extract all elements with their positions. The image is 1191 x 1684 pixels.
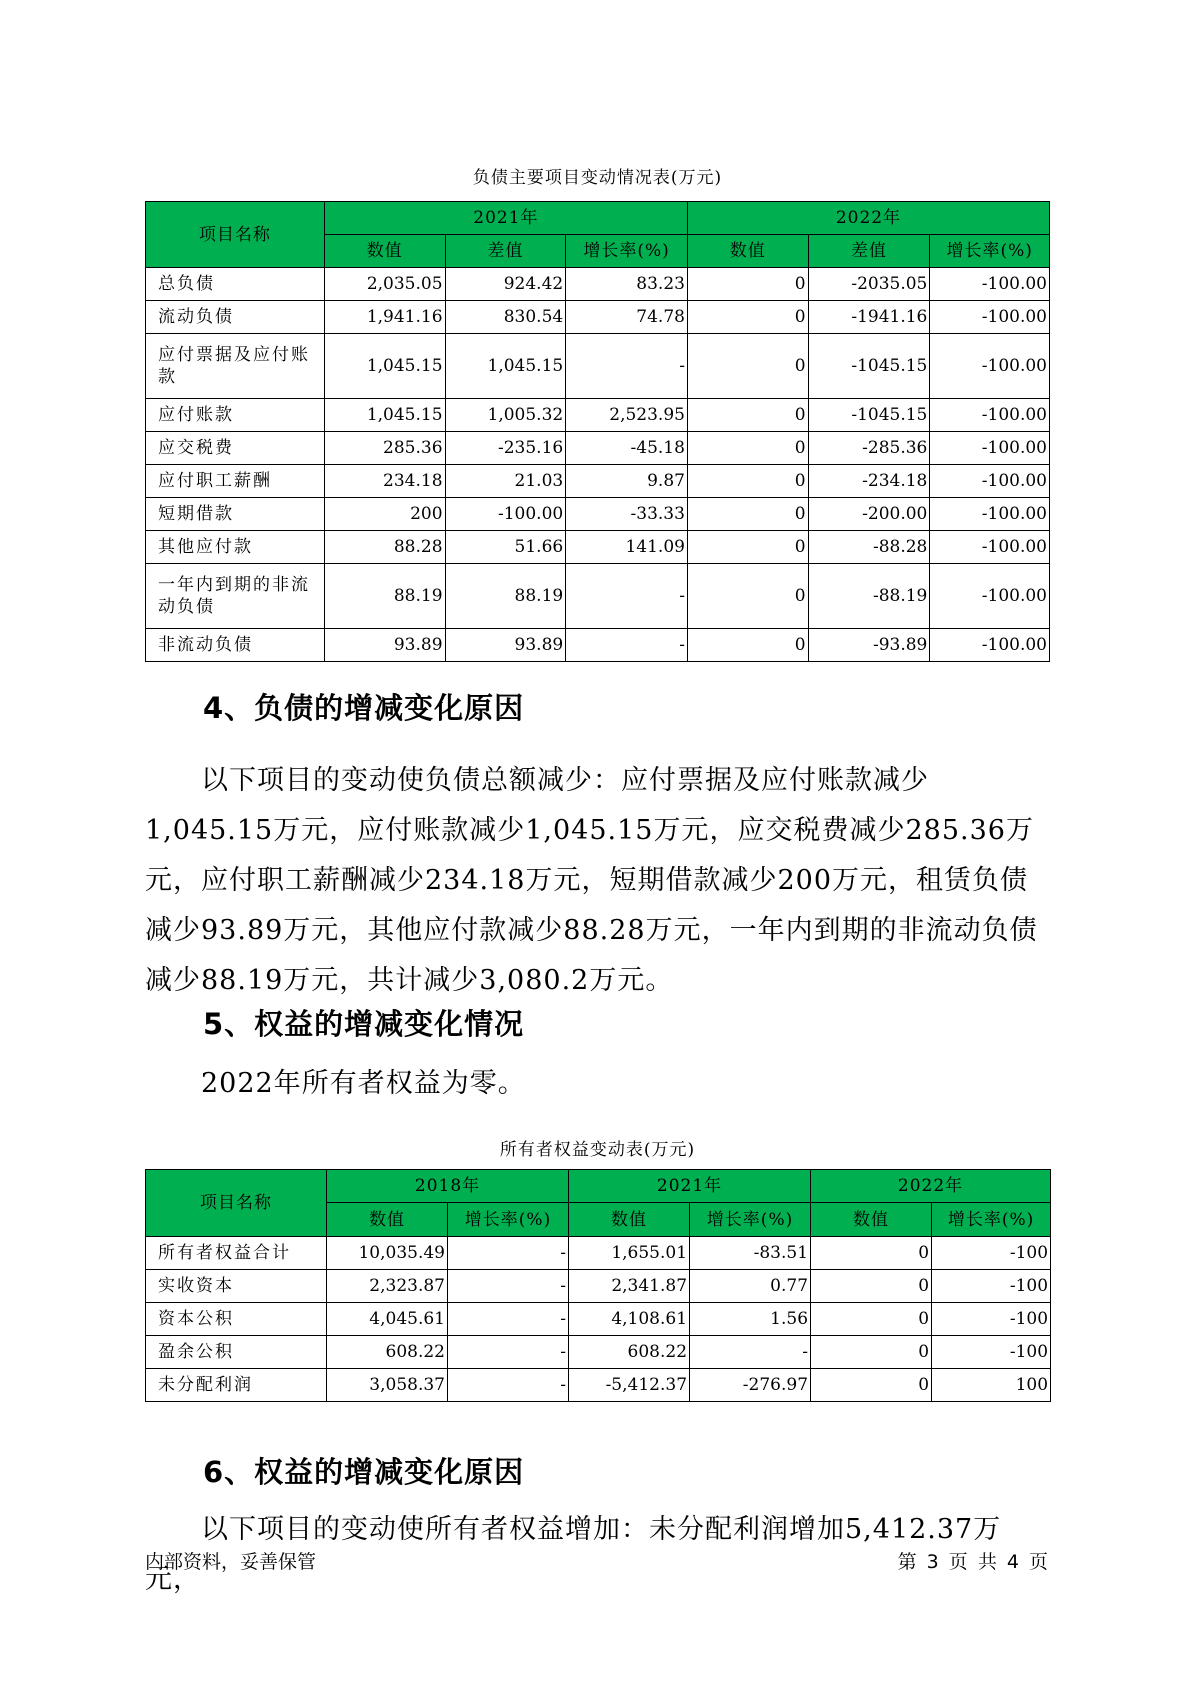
table-cell: -100.00 <box>930 301 1050 334</box>
table-row <box>146 432 1050 465</box>
table-cell: 0.77 <box>690 1270 811 1303</box>
table-cell: -88.28 <box>808 531 930 564</box>
section-heading: 4、负债的增减变化原因 <box>203 691 525 725</box>
table-cell: 1,005.32 <box>445 399 566 432</box>
table-cell: -100.00 <box>445 498 566 531</box>
table-cell: 0 <box>687 399 808 432</box>
table-cell: 2,341.87 <box>569 1270 690 1303</box>
table-cell: -33.33 <box>566 498 688 531</box>
table-row <box>146 629 1050 662</box>
column-header: 数值 <box>811 1203 932 1237</box>
year-group-header: 2021年 <box>324 202 687 235</box>
table-cell: - <box>448 1270 569 1303</box>
table-cell: 1,045.15 <box>324 334 445 399</box>
table-cell: -285.36 <box>808 432 930 465</box>
column-header: 增长率(%) <box>566 235 688 268</box>
table-row <box>146 531 1050 564</box>
table-cell: 200 <box>324 498 445 531</box>
table-row <box>146 399 1050 432</box>
table-cell: -2035.05 <box>808 268 930 301</box>
table-row <box>146 1237 1051 1270</box>
table-cell: -100.00 <box>930 268 1050 301</box>
table-cell: 234.18 <box>324 465 445 498</box>
table-cell: - <box>448 1369 569 1402</box>
section-heading: 6、权益的增减变化原因 <box>203 1455 525 1489</box>
row-label: 实收资本 <box>146 1270 327 1303</box>
table-cell: 0 <box>687 629 808 662</box>
table-cell: -235.16 <box>445 432 566 465</box>
row-label: 盈余公积 <box>146 1336 327 1369</box>
table-cell: 0 <box>811 1270 932 1303</box>
column-header: 增长率(%) <box>448 1203 569 1237</box>
table-cell: 924.42 <box>445 268 566 301</box>
row-label: 流动负债 <box>146 301 325 334</box>
table-cell: 1.56 <box>690 1303 811 1336</box>
table-cell: 2,323.87 <box>327 1270 448 1303</box>
liability-table-title: 负债主要项目变动情况表(万元) <box>472 168 723 188</box>
table-cell: 608.22 <box>569 1336 690 1369</box>
row-label: 总负债 <box>146 268 325 301</box>
table-cell: 10,035.49 <box>327 1237 448 1270</box>
table-cell: - <box>690 1336 811 1369</box>
footer-note: 内部资料，妥善保管 <box>145 1551 317 1573</box>
table-cell: 3,058.37 <box>327 1369 448 1402</box>
table-cell: -276.97 <box>690 1369 811 1402</box>
equity-table <box>145 1169 1051 1402</box>
table-cell: 0 <box>687 531 808 564</box>
table-row <box>146 334 1050 399</box>
row-label: 未分配利润 <box>146 1369 327 1402</box>
table-row <box>146 564 1050 629</box>
table-cell: -1045.15 <box>808 399 930 432</box>
row-label: 短期借款 <box>146 498 325 531</box>
table-cell: 0 <box>811 1237 932 1270</box>
table-cell: 83.23 <box>566 268 688 301</box>
table-cell: 4,045.61 <box>327 1303 448 1336</box>
table-cell: - <box>448 1336 569 1369</box>
table-cell: -1045.15 <box>808 334 930 399</box>
table-cell: - <box>566 334 688 399</box>
column-header: 增长率(%) <box>690 1203 811 1237</box>
table-cell: -100.00 <box>930 432 1050 465</box>
column-header: 数值 <box>569 1203 690 1237</box>
section-heading: 5、权益的增减变化情况 <box>203 1007 525 1041</box>
table-cell: -234.18 <box>808 465 930 498</box>
table-cell: 0 <box>687 564 808 629</box>
name-header: 项目名称 <box>146 202 325 268</box>
table-cell: 1,045.15 <box>445 334 566 399</box>
table-row <box>146 1369 1051 1402</box>
table-cell: -88.19 <box>808 564 930 629</box>
table-row <box>146 498 1050 531</box>
name-header: 项目名称 <box>146 1170 327 1237</box>
year-group-header: 2018年 <box>327 1170 569 1203</box>
table-cell: 21.03 <box>445 465 566 498</box>
table-cell: 9.87 <box>566 465 688 498</box>
row-label: 应付职工薪酬 <box>146 465 325 498</box>
row-label: 应付票据及应付账款 <box>146 334 325 399</box>
table-row <box>146 1336 1051 1369</box>
table-cell: 1,655.01 <box>569 1237 690 1270</box>
column-header: 数值 <box>324 235 445 268</box>
table-cell: 0 <box>811 1303 932 1336</box>
table-cell: 93.89 <box>445 629 566 662</box>
table-cell: -45.18 <box>566 432 688 465</box>
table-cell: 830.54 <box>445 301 566 334</box>
table-cell: 0 <box>687 465 808 498</box>
table-cell: -93.89 <box>808 629 930 662</box>
table-cell: 100 <box>932 1369 1051 1402</box>
table-cell: 88.19 <box>324 564 445 629</box>
table-cell: 1,045.15 <box>324 399 445 432</box>
table-cell: 0 <box>811 1369 932 1402</box>
table-cell: 0 <box>687 268 808 301</box>
table-cell: -100.00 <box>930 498 1050 531</box>
table-cell: 93.89 <box>324 629 445 662</box>
table-cell: 0 <box>687 432 808 465</box>
table-cell: -5,412.37 <box>569 1369 690 1402</box>
row-label: 应付账款 <box>146 399 325 432</box>
table-cell: 608.22 <box>327 1336 448 1369</box>
row-label: 一年内到期的非流动负债 <box>146 564 325 629</box>
table-cell: -1941.16 <box>808 301 930 334</box>
table-cell: 0 <box>687 334 808 399</box>
table-cell: 141.09 <box>566 531 688 564</box>
table-cell: -100.00 <box>930 629 1050 662</box>
column-header: 数值 <box>327 1203 448 1237</box>
row-label: 应交税费 <box>146 432 325 465</box>
table-cell: - <box>448 1303 569 1336</box>
table-cell: -100 <box>932 1237 1051 1270</box>
table-cell: - <box>566 629 688 662</box>
section-paragraph: 以下项目的变动使所有者权益增加：未分配利润增加5,412.37万元， <box>145 1514 1002 1595</box>
year-group-header: 2021年 <box>569 1170 811 1203</box>
table-cell: -100.00 <box>930 399 1050 432</box>
table-cell: 2,035.05 <box>324 268 445 301</box>
table-cell: 88.28 <box>324 531 445 564</box>
table-cell: -100 <box>932 1270 1051 1303</box>
table-cell: 88.19 <box>445 564 566 629</box>
table-cell: -100.00 <box>930 564 1050 629</box>
table-row <box>146 1270 1051 1303</box>
column-header: 增长率(%) <box>932 1203 1051 1237</box>
table-row <box>146 301 1050 334</box>
table-cell: 74.78 <box>566 301 688 334</box>
table-cell: 51.66 <box>445 531 566 564</box>
row-label: 非流动负债 <box>146 629 325 662</box>
row-label: 其他应付款 <box>146 531 325 564</box>
table-cell: 4,108.61 <box>569 1303 690 1336</box>
table-cell: 285.36 <box>324 432 445 465</box>
equity-table-title: 所有者权益变动表(万元) <box>499 1140 696 1160</box>
column-header: 增长率(%) <box>930 235 1050 268</box>
table-cell: -100.00 <box>930 334 1050 399</box>
column-header: 数值 <box>687 235 808 268</box>
table-row <box>146 1303 1051 1336</box>
table-cell: -100 <box>932 1303 1051 1336</box>
table-row <box>146 268 1050 301</box>
table-cell: -100 <box>932 1336 1051 1369</box>
table-row <box>146 465 1050 498</box>
table-cell: 0 <box>687 498 808 531</box>
table-cell: 1,941.16 <box>324 301 445 334</box>
liability-table <box>145 201 1050 662</box>
table-cell: -100.00 <box>930 465 1050 498</box>
year-group-header: 2022年 <box>687 202 1049 235</box>
table-cell: -83.51 <box>690 1237 811 1270</box>
table-cell: - <box>566 564 688 629</box>
table-cell: -100.00 <box>930 531 1050 564</box>
table-cell: -200.00 <box>808 498 930 531</box>
row-label: 所有者权益合计 <box>146 1237 327 1270</box>
section-paragraph: 以下项目的变动使负债总额减少：应付票据及应付账款减少1,045.15万元，应付账款减少1,045.15万元，应交税费减少285.36万元，应付职工薪酬减少234.18万元，短期借款减少200万元，租赁负债减少93.89万元，其他应付款减少88.28万元，一年内到期的非流动负债减少88.19万元，共计减少3,080.2万元。 <box>145 765 1038 996</box>
table-cell: 2,523.95 <box>566 399 688 432</box>
row-label: 资本公积 <box>146 1303 327 1336</box>
table-cell: 0 <box>811 1336 932 1369</box>
page-number: 第 3 页 共 4 页 <box>897 1551 1050 1573</box>
column-header: 差值 <box>808 235 930 268</box>
section-paragraph: 2022年所有者权益为零。 <box>201 1068 526 1099</box>
year-group-header: 2022年 <box>811 1170 1051 1203</box>
table-cell: - <box>448 1237 569 1270</box>
column-header: 差值 <box>445 235 566 268</box>
table-cell: 0 <box>687 301 808 334</box>
